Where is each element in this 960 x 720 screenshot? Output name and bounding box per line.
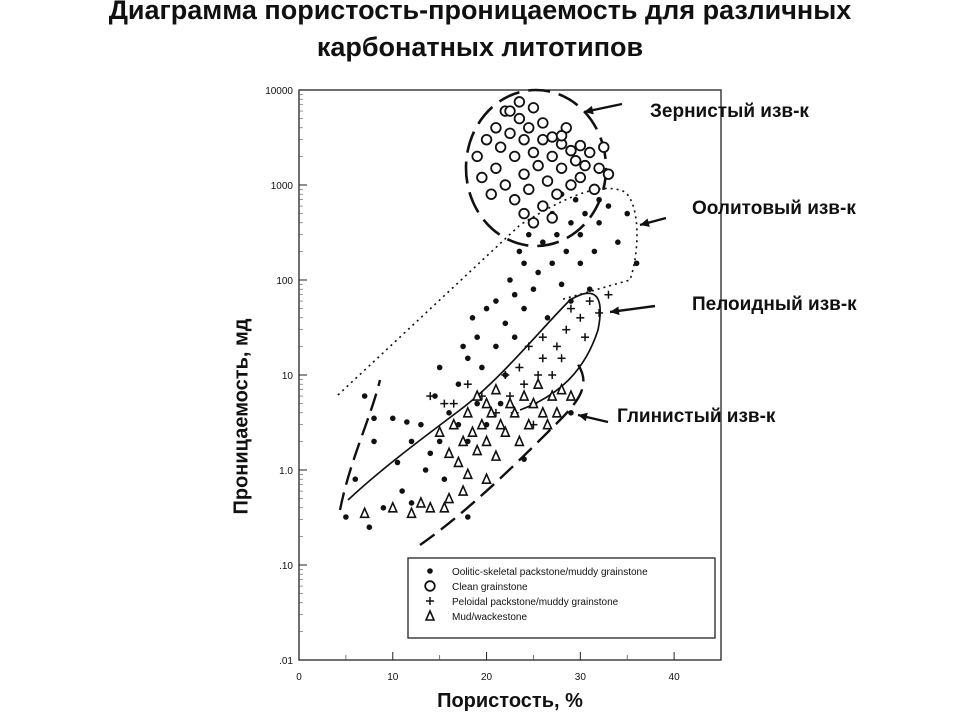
data-point-open-triangle (534, 379, 542, 388)
data-point-filled-circle (503, 321, 509, 327)
data-point-filled-circle (493, 298, 499, 304)
x-tick-label: 20 (480, 672, 493, 683)
data-point-open-triangle (553, 408, 561, 417)
data-point-open-triangle (445, 494, 453, 503)
data-point-open-triangle (459, 436, 467, 445)
data-point-filled-circle (371, 416, 377, 422)
data-point-open-triangle (515, 436, 523, 445)
data-point-filled-circle (381, 505, 387, 511)
data-point-open-circle (529, 148, 539, 158)
data-point-filled-circle (559, 282, 565, 288)
data-point-plus (576, 314, 584, 322)
data-point-open-triangle (478, 420, 486, 429)
y-axis-title: Проницаемость, мд (230, 318, 253, 515)
data-point-filled-circle (517, 249, 523, 255)
data-point-open-circle (547, 213, 557, 223)
data-point-open-circle (580, 161, 590, 171)
data-point-filled-circle (493, 344, 499, 350)
x-tick-label: 40 (668, 672, 680, 683)
data-point-open-circle (543, 176, 553, 186)
annotation-peloidal-label: Пелоидный изв-к (692, 294, 857, 315)
legend-entry: Mud/wackestone (452, 612, 528, 623)
data-point-open-triangle (389, 503, 397, 512)
data-point-filled-circle (634, 260, 640, 266)
data-point-open-triangle (492, 385, 500, 394)
data-point-filled-circle (545, 315, 551, 321)
data-point-open-triangle (525, 420, 533, 429)
data-point-open-circle (477, 173, 487, 183)
data-point-filled-circle (465, 355, 471, 361)
data-point-open-triangle (473, 446, 481, 455)
data-point-filled-circle (456, 381, 462, 387)
data-point-filled-circle (549, 260, 555, 266)
data-point-open-circle (529, 218, 539, 228)
data-point-plus (525, 342, 533, 350)
data-point-open-circle (599, 142, 609, 152)
data-point-plus (558, 354, 566, 362)
data-point-open-circle (576, 173, 586, 183)
x-tick-label: 30 (574, 672, 586, 683)
data-point-open-triangle (529, 399, 537, 408)
data-point-open-circle (533, 161, 543, 171)
data-point-open-circle (538, 135, 548, 145)
data-point-open-triangle (468, 427, 476, 436)
y-tick-label: 10 (281, 371, 293, 382)
data-point-open-triangle (539, 408, 547, 417)
data-point-open-circle (505, 106, 515, 116)
data-point-open-circle (472, 152, 482, 162)
data-point-open-circle (604, 169, 614, 179)
data-point-filled-circle (573, 197, 579, 203)
annotation-muddy-label: Глинистый изв-к (617, 406, 776, 427)
data-point-open-circle (519, 169, 529, 179)
data-point-open-triangle (361, 508, 369, 517)
data-point-open-circle (585, 148, 595, 158)
data-point-open-circle (510, 152, 520, 162)
data-point-open-triangle (450, 420, 458, 429)
x-tick-label: 0 (296, 672, 302, 683)
annotation-grainstone-label: Зернистый изв-к (650, 101, 809, 122)
data-point-filled-circle (578, 232, 584, 238)
data-point-plus (604, 291, 612, 299)
data-point-open-triangle (483, 399, 491, 408)
data-point-open-triangle (417, 498, 425, 507)
data-point-open-circle (529, 103, 539, 113)
muddy-envelope (340, 360, 583, 545)
muddy-arrow-head (578, 413, 588, 421)
data-point-open-triangle (426, 503, 434, 512)
data-point-plus (595, 309, 603, 317)
data-point-open-circle (524, 123, 534, 133)
data-point-plus (548, 371, 556, 379)
data-point-open-triangle (464, 408, 472, 417)
data-point-filled-circle (409, 439, 415, 445)
data-point-open-triangle (436, 427, 444, 436)
legend-marker-filled-circle (427, 568, 433, 574)
data-point-open-circle (538, 201, 548, 211)
data-point-filled-circle (512, 334, 518, 340)
data-point-plus (426, 392, 434, 400)
data-point-filled-circle (568, 298, 574, 304)
data-point-filled-circle (343, 514, 349, 520)
data-point-plus (581, 333, 589, 341)
data-point-open-triangle (464, 469, 472, 478)
data-point-open-circle (486, 189, 496, 199)
data-point-open-triangle (440, 503, 448, 512)
data-point-filled-circle (568, 220, 574, 226)
data-point-plus (440, 400, 448, 408)
data-point-plus (539, 354, 547, 362)
data-point-filled-circle (554, 232, 560, 238)
data-point-filled-circle (596, 220, 602, 226)
x-tick-label: 10 (387, 672, 399, 683)
data-point-filled-circle (427, 450, 433, 456)
data-point-plus (464, 380, 472, 388)
y-tick-label: 1.0 (279, 466, 293, 477)
data-point-filled-circle (479, 365, 485, 371)
data-point-filled-circle (484, 306, 490, 312)
data-point-filled-circle (404, 419, 410, 425)
data-point-open-circle (547, 152, 557, 162)
x-axis-title: Пористость, % (437, 690, 583, 712)
data-point-open-circle (557, 131, 567, 141)
y-tick-label: 10000 (265, 86, 293, 97)
chart-title-line-2: карбонатных литотипов (316, 32, 644, 62)
data-point-filled-circle (615, 239, 621, 245)
data-point-filled-circle (409, 500, 415, 506)
data-point-filled-circle (563, 249, 569, 255)
data-point-filled-circle (367, 524, 373, 530)
data-point-open-circle (501, 180, 511, 190)
data-point-open-circle (491, 163, 501, 173)
data-point-open-triangle (454, 457, 462, 466)
data-point-filled-circle (578, 260, 584, 266)
y-tick-label: 1000 (270, 181, 293, 192)
data-point-open-circle (594, 163, 604, 173)
legend (408, 558, 715, 638)
data-point-filled-circle (596, 197, 602, 203)
data-point-open-circle (566, 180, 576, 190)
data-point-open-triangle (558, 385, 566, 394)
data-point-open-triangle (483, 474, 491, 483)
data-point-plus (539, 333, 547, 341)
data-point-open-circle (524, 185, 534, 195)
data-point-filled-circle (474, 401, 480, 407)
data-point-filled-circle (470, 315, 476, 321)
data-point-open-triangle (506, 399, 514, 408)
data-point-open-triangle (459, 486, 467, 495)
data-point-open-triangle (497, 420, 505, 429)
data-point-filled-circle (437, 365, 443, 371)
data-point-filled-circle (437, 439, 443, 445)
data-point-filled-circle (521, 456, 527, 462)
data-point-open-triangle (408, 508, 416, 517)
data-point-filled-circle (371, 439, 377, 445)
data-point-open-circle (496, 142, 506, 152)
data-point-filled-circle (423, 467, 429, 473)
data-point-open-circle (515, 114, 525, 124)
legend-entry: Oolitic-skeletal packstone/muddy grainstone (452, 567, 648, 578)
data-point-filled-circle (399, 488, 405, 494)
data-point-filled-circle (442, 476, 448, 482)
data-point-open-circle (552, 189, 562, 199)
data-point-filled-circle (592, 249, 598, 255)
data-point-open-circle (557, 163, 567, 173)
data-point-open-circle (566, 146, 576, 156)
data-point-open-circle (571, 156, 581, 166)
y-tick-label: .01 (279, 656, 293, 667)
data-point-plus (567, 305, 575, 313)
data-point-filled-circle (362, 393, 368, 399)
data-point-filled-circle (624, 211, 630, 217)
data-point-filled-circle (498, 401, 504, 407)
data-point-plus (515, 363, 523, 371)
data-point-open-circle (590, 185, 600, 195)
data-point-filled-circle (526, 232, 532, 238)
data-point-open-circle (515, 97, 525, 107)
y-tick-label: 100 (276, 276, 293, 287)
annotation-oolitic-label: Оолитовый изв-к (692, 198, 856, 219)
data-point-filled-circle (512, 292, 518, 298)
legend-entry: Peloidal packstone/muddy grainstone (452, 597, 619, 608)
data-point-filled-circle (521, 306, 527, 312)
data-point-open-circle (576, 141, 586, 151)
data-point-filled-circle (446, 410, 452, 416)
data-point-plus (553, 342, 561, 350)
data-point-plus (520, 380, 528, 388)
data-point-filled-circle (465, 514, 471, 520)
data-point-open-triangle (483, 436, 491, 445)
data-point-open-circle (538, 118, 548, 128)
data-point-open-triangle (445, 448, 453, 457)
oolitic-envelope (338, 188, 637, 395)
data-point-filled-circle (474, 334, 480, 340)
data-point-open-circle (510, 195, 520, 205)
data-point-open-triangle (544, 420, 552, 429)
data-point-filled-circle (418, 422, 424, 428)
data-point-filled-circle (395, 460, 401, 466)
data-point-plus (562, 326, 570, 334)
data-point-filled-circle (507, 277, 513, 283)
chart-title-line-1: Диаграмма пористость-проницаемость для различных (108, 0, 852, 25)
data-point-filled-circle (606, 203, 612, 209)
data-point-open-circle (547, 132, 557, 142)
data-point-filled-circle (531, 286, 537, 292)
legend-entry: Clean grainstone (452, 582, 528, 593)
data-point-filled-circle (390, 416, 396, 422)
y-tick-label: .10 (279, 561, 293, 572)
data-point-open-circle (519, 135, 529, 145)
data-point-filled-circle (540, 239, 546, 245)
data-point-open-triangle (511, 408, 519, 417)
data-point-open-circle (491, 123, 501, 133)
data-point-filled-circle (460, 344, 466, 350)
data-point-open-triangle (520, 391, 528, 400)
data-point-filled-circle (568, 410, 574, 416)
data-point-open-circle (519, 209, 529, 219)
data-point-filled-circle (352, 476, 358, 482)
data-point-filled-circle (587, 286, 593, 292)
data-point-plus (450, 400, 458, 408)
data-point-open-triangle (492, 451, 500, 460)
data-point-filled-circle (535, 270, 541, 276)
legend-marker-open-circle (425, 581, 435, 591)
data-point-plus (586, 297, 594, 305)
data-point-filled-circle (521, 260, 527, 266)
data-point-open-circle (482, 135, 492, 145)
data-point-open-circle (505, 129, 515, 139)
data-point-open-triangle (567, 391, 575, 400)
data-point-open-triangle (487, 408, 495, 417)
data-point-filled-circle (582, 211, 588, 217)
